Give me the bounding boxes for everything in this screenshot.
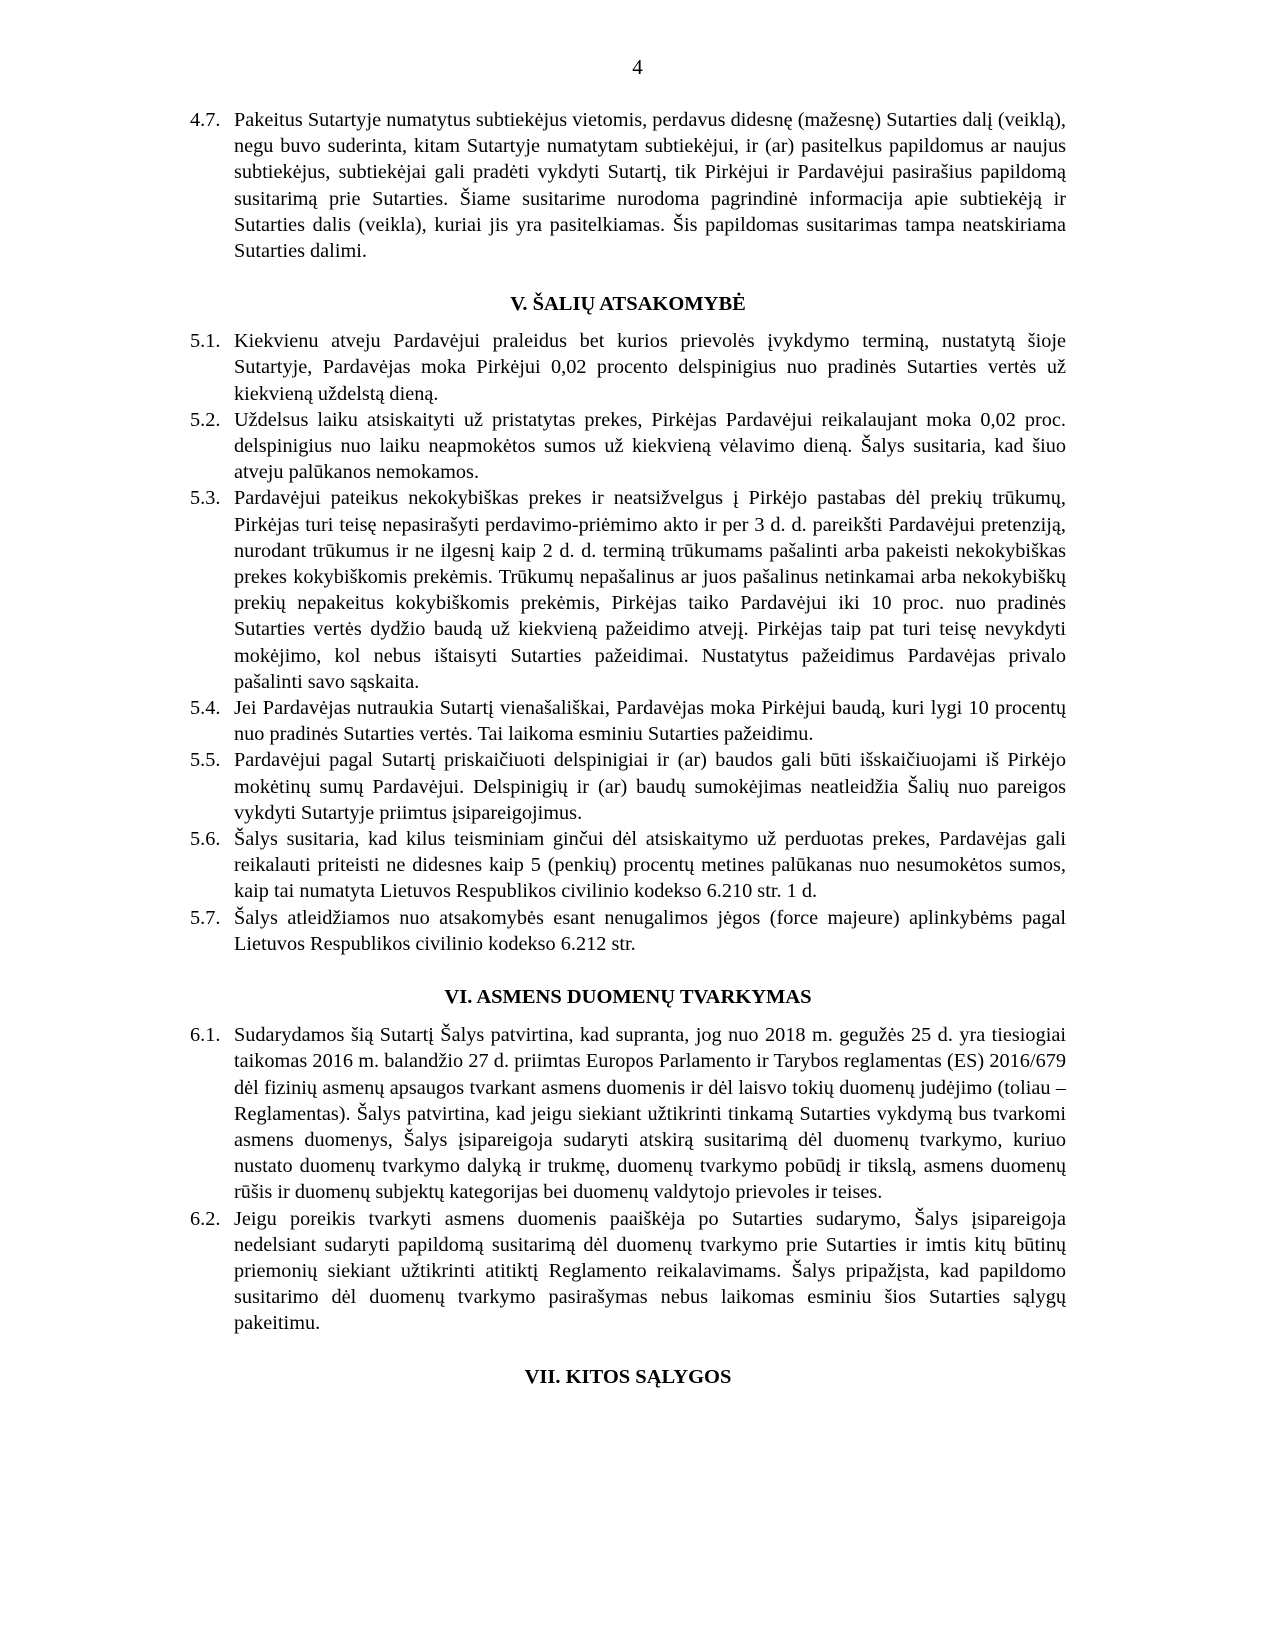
clause-text: Šalys atleidžiamos nuo atsakomybės esant nenugalimos jėgos (force majeure) aplinkybėms pagal Lietuvos Respublikos civilinio kodekso 6.212 str. bbox=[234, 906, 1066, 955]
clause-6-2 bbox=[190, 1206, 1066, 1337]
clause-number: 5.3. bbox=[190, 487, 221, 510]
clause-number: 6.2. bbox=[190, 1207, 221, 1230]
clause-number: 5.7. bbox=[190, 906, 221, 929]
clause-6-1 bbox=[190, 1022, 1066, 1205]
clause-text: Pardavėjui pagal Sutartį priskaičiuoti delspinigiai ir (ar) baudos gali būti išskaičiuojami iš Pirkėjo mokėtinų sumų Pardavėjui. Delspinigių ir (ar) baudų sumokėjimas neatleidžia Šalių nuo pareigos vykdyti Sutartyje priimtus įsipareigojimus. bbox=[234, 749, 1066, 824]
clause-4-7 bbox=[190, 107, 1066, 264]
clause-text: Kiekvienu atveju Pardavėjui praleidus bet kurios prievolės įvykdymo terminą, nustatytą šioje Sutartyje, Pardavėjas moka Pirkėjui 0,02 procento delspinigius nuo pradinės Sutarties vertės už kiekvieną uždelstą dieną. bbox=[234, 330, 1066, 405]
clause-text: Uždelsus laiku atsiskaityti už pristatytas prekes, Pirkėjas Pardavėjui reikalaujant moka 0,02 proc. delspinigius nuo laiku neapmokėtos sumos už kiekvieną vėlavimo dieną. Šalys susitaria, kad šiuo atveju palūkanos nemokamos. bbox=[234, 408, 1066, 484]
section-heading-vi: VI. ASMENS DUOMENŲ TVARKYMAS bbox=[444, 986, 812, 1009]
clause-number: 5.1. bbox=[190, 330, 221, 353]
clause-5-2 bbox=[190, 407, 1066, 486]
clause-5-7 bbox=[190, 905, 1066, 957]
page-number: 4 bbox=[632, 55, 643, 79]
section-heading-v: V. ŠALIŲ ATSAKOMYBĖ bbox=[510, 293, 746, 316]
clause-text: Šalys susitaria, kad kilus teisminiam ginčui dėl atsiskaitymo už perduotas prekes, Pardavėjas gali reikalauti priteisti ne didesnes kaip 5 (penkių) procentų metines palūkanas nuo nesumokėtos sumos, kaip tai numatyta Lietuvos Respublikos civilinio kodekso 6.210 str. 1 d. bbox=[234, 828, 1066, 903]
document-body bbox=[190, 107, 1066, 1390]
section-heading-vii: VII. KITOS SĄLYGOS bbox=[524, 1365, 732, 1388]
clause-number: 6.1. bbox=[190, 1024, 221, 1047]
clause-text: Sudarydamos šią Sutartį Šalys patvirtina, kad supranta, jog nuo 2018 m. gegužės 25 d. yra tiesiogiai taikomas 2016 m. balandžio 27 d. priimtas Europos Parlamento ir Tarybos reglamentas (ES) 2016/679 dėl fizinių asmenų apsaugos tvarkant asmens duomenis ir dėl laisvo tokių duomenų judėjimo (toliau – Reglamentas). Šalys patvirtina, kad jeigu siekiant užtikrinti tinkamą Sutarties vykdymą bus tvarkomi asmens duomenys, Šalys įsipareigoja sudaryti atskirą susitarimą dėl duomenų tvarkymo, kuriuo nustato duomenų tvarkymo dalyką ir trukmę, duomenų tvarkymo pobūdį ir tikslą, asmens duomenų rūšis ir duomenų subjektų kategorijas bei duomenų valdytojo prievoles ir teises. bbox=[234, 1024, 1066, 1204]
clause-5-4 bbox=[190, 695, 1066, 747]
clause-number: 5.6. bbox=[190, 828, 221, 851]
clause-5-5 bbox=[190, 747, 1066, 826]
clause-number: 5.5. bbox=[190, 749, 221, 772]
clause-5-3 bbox=[190, 485, 1066, 695]
clause-text: Pakeitus Sutartyje numatytus subtiekėjus vietomis, perdavus didesnę (mažesnę) Sutarties dalį (veiklą), negu buvo suderinta, kitam Sutartyje numatytam subtiekėjui, ir (ar) pasitelkus papildomus ar naujus subtiekėjus, subtiekėjai gali pradėti vykdyti Sutartį, tik Pirkėjui ir Pardavėjui pasirašius papildomą susitarimą prie Sutarties. Šiame susitarime nurodoma pagrindinė informacija apie subtiekėją ir Sutarties dalis (veikla), kuriai jis yra pasitelkiamas. Šis papildomas susitarimas tampa neatskiriama Sutarties dalimi. bbox=[234, 109, 1066, 263]
clause-number: 5.4. bbox=[190, 697, 221, 720]
clause-number: 4.7. bbox=[190, 109, 221, 131]
clause-number: 5.2. bbox=[190, 408, 221, 431]
clause-5-6 bbox=[190, 826, 1066, 905]
clause-5-1 bbox=[190, 328, 1066, 407]
clause-text: Jei Pardavėjas nutraukia Sutartį vienašališkai, Pardavėjas moka Pirkėjui baudą, kuri lygi 10 procentų nuo pradinės Sutarties vertės. Tai laikoma esminiu Sutarties pažeidimu. bbox=[234, 697, 1066, 746]
clause-text: Jeigu poreikis tvarkyti asmens duomenis paaiškėja po Sutarties sudarymo, Šalys įsipareigoja nedelsiant sudaryti papildomą susitarimą dėl duomenų tvarkymo prie Sutarties ir imtis kitų būtinų priemonių siekiant užtikrinti atitiktį Reglamento reikalavimams. Šalys pripažįsta, kad papildomo susitarimo dėl duomenų tvarkymo pasirašymas nebus laikomas esminiu šios Sutarties sąlygų pakeitimu. bbox=[234, 1207, 1066, 1335]
clause-text: Pardavėjui pateikus nekokybiškas prekes ir neatsižvelgus į Pirkėjo pastabas dėl prekių trūkumų, Pirkėjas turi teisę nepasirašyti perdavimo-priėmimo akto ir per 3 d. d. pareikšti Pardavėjui pretenziją, nurodant trūkumus ir ne ilgesnį kaip 2 d. d. terminą trūkumams pašalinti arba pakeisti nekokybiškas prekes kokybiškomis prekėmis. Trūkumų nepašalinus ar juos pašalinus netinkamai arba nekokybiškų prekių nepakeitus kokybiškomis prekėmis, Pirkėjas taiko Pardavėjui iki 10 proc. nuo pradinės Sutarties vertės dydžio baudą už kiekvieną pažeidimo atvejį. Pirkėjas taip pat turi teisę nevykdyti mokėjimo, kol nebus ištaisyti Sutarties pažeidimai. Nustatytus pažeidimus Pardavėjas privalo pašalinti savo sąskaita. bbox=[234, 487, 1066, 693]
